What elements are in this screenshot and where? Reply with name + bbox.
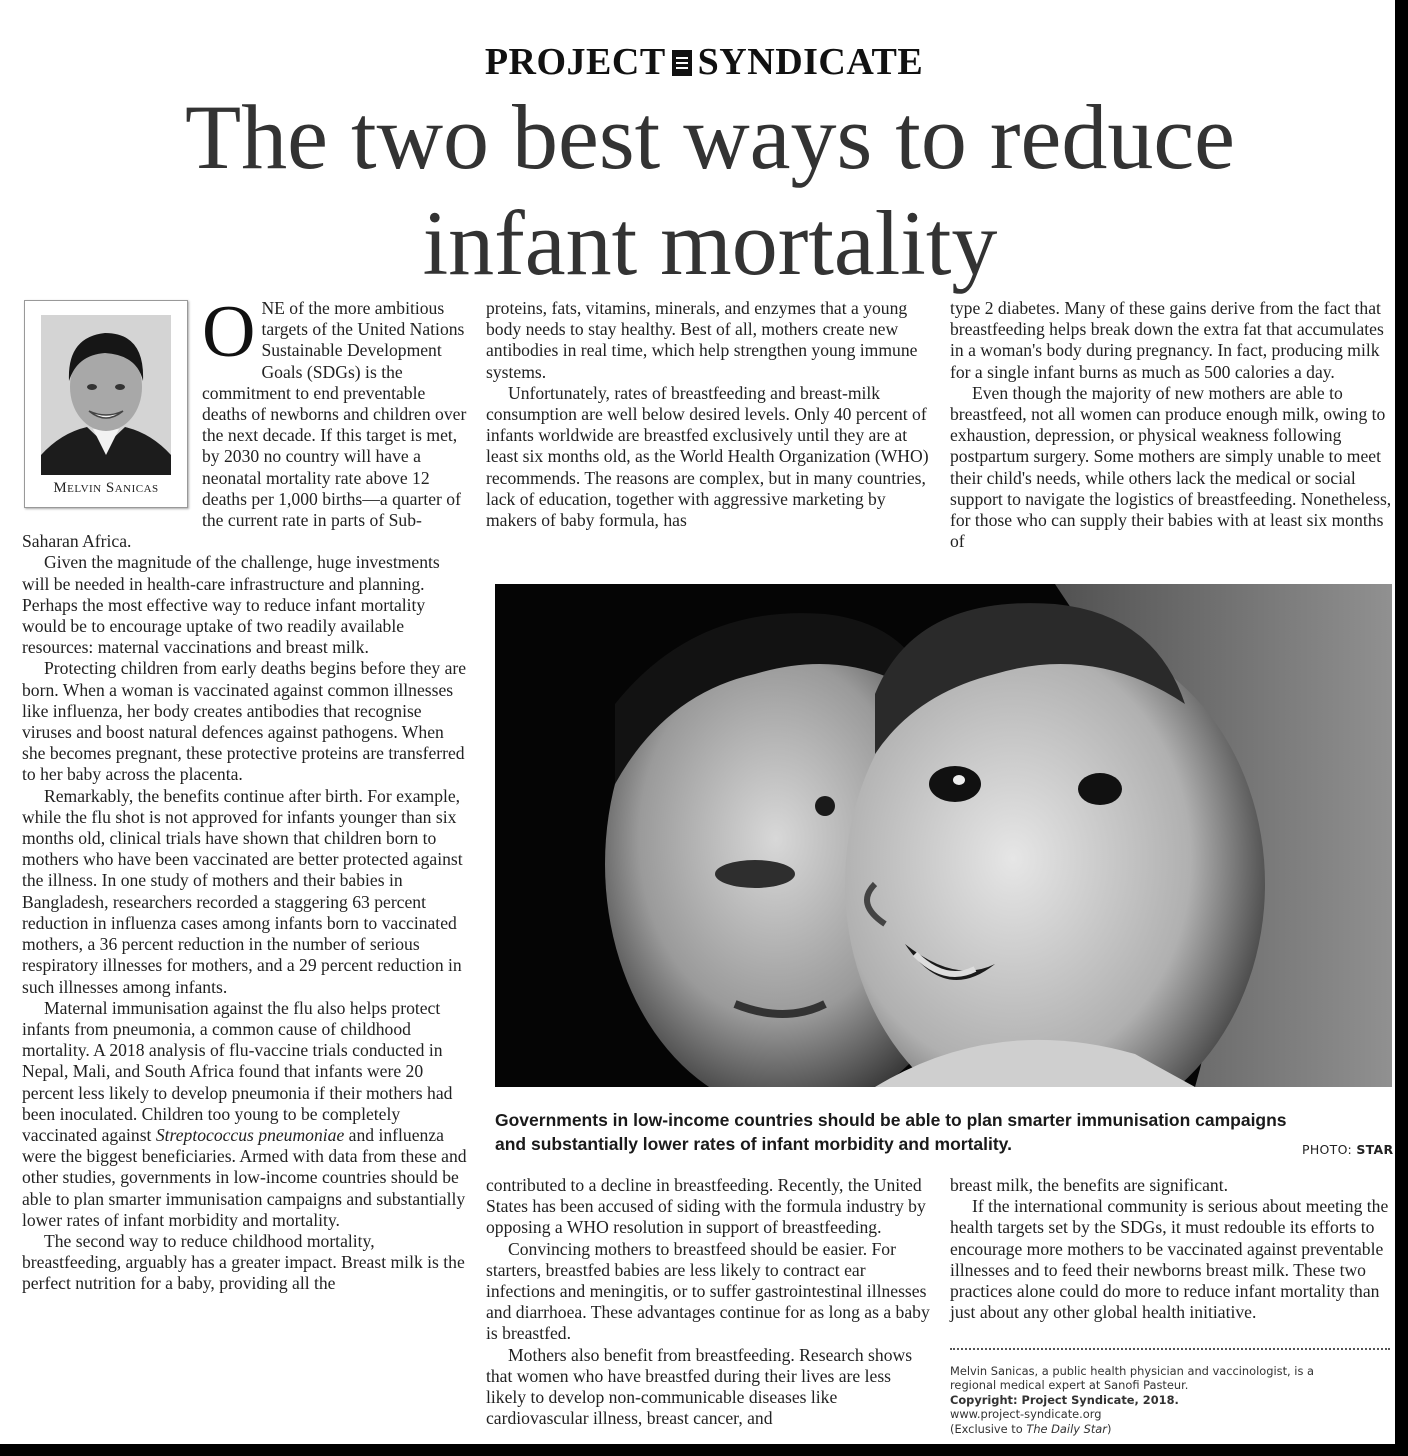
website-url: www.project-syndicate.org [950,1407,1102,1422]
paragraph-text: and influenza were the biggest beneficiaries. Armed with data from these and other studies, governments in low-income countries should be able to plan smarter immunisation campaigns and substantially lower rates of infant morbidity and mortality. [22,1124,467,1230]
article-column-2-continued [486,1175,931,1429]
author-name: Melvin Sanicas [53,479,159,496]
newspaper-name: The Daily Star [1026,1421,1107,1436]
article-column-3 [950,298,1392,552]
divider [950,1348,1390,1350]
bio-line: Melvin Sanicas, a public health physician and vaccinologist, is a [950,1364,1314,1378]
paragraph: Convincing mothers to breastfeed should be easier. For starters, breastfed babies are less likely to contract ear infections and meningitis, or to suffer gastrointestinal illnesses and diarrhoea. These advantages continue for as long as a baby is breastfed. [486,1238,930,1344]
paragraph: Given the magnitude of the challenge, huge investments will be needed in health-care infrastructure and planning. Perhaps the most effective way to reduce infant mortality would be to encourage uptake of two readily available resources: maternal vaccinations and breast milk. [22,552,440,658]
exclusive-note [950,1422,1390,1436]
paragraph: If the international community is serious about meeting the health targets set by the SDGs, it must redouble its efforts to encourage more mothers to be vaccinated against preventable illnesses and to feed their newborns breast milk. These two practices alone could do more to reduce infant mortality than just about any other global health initiative. [950,1196,1389,1323]
article-column-1 [22,291,468,1295]
page-edge-right [1395,0,1408,1456]
photo-credit [1302,1142,1393,1157]
paragraph: NE of the more ambitious targets of the United Nations Sustainable Development Goals (SDGs) is the commitment to end preventable deaths of newborns and children over the next decade. If this target is met, by 2030 no country will have a neonatal mortality rate above 12 deaths per 1,000 births—a quarter of the current rate in parts of Sub-Saharan Africa. [22,298,467,552]
paragraph: proteins, fats, vitamins, minerals, and enzymes that a young body needs to stay healthy. Best of all, mothers create new antibodies in real time, which help strengthen young immune systems. [486,298,918,382]
masthead-right: SYNDICATE [697,41,924,83]
paragraph: The second way to reduce childhood mortality, breastfeeding, arguably has a greater impact. Breast milk is the perfect nutrition for a baby, providing all the [22,1230,465,1294]
paragraph: type 2 diabetes. Many of these gains derive from the fact that breastfeeding helps break down the extra fat that accumulates in a woman's body during pregnancy. In fact, producing milk for a single infant burns as much as 500 calories a day. [950,298,1384,382]
author-portrait-icon [41,315,171,475]
author-box [24,300,188,508]
exclusive-suffix: ) [1106,1421,1112,1436]
paragraph: breast milk, the benefits are significant. [950,1175,1228,1195]
paragraph-text: Maternal immunisation against the flu also helps protect infants from pneumonia, a common cause of childhood mortality. A 2018 analysis of flu-vaccine trials conducted in Nepal, Mali, and South Africa found that infants were 20 percent less likely to develop pneumonia if their mothers had been inoculated. Children too young to be completely vaccinated against [22,997,453,1145]
masthead [0,40,1408,84]
paragraph: Remarkably, the benefits continue after birth. For example, while the flu shot is not approved for infants younger than six months old, clinical trials have shown that children born to mothers who have been vaccinated are better protected against the illness. In one study of mothers and their babies in Bangladesh, researchers recorded a staggering 63 percent reduction in influenza cases among infants born to vaccinated mothers, a 36 percent reduction in the number of serious respiratory illnesses for mothers, and a 29 percent reduction in such illnesses among infants. [22,785,463,997]
photo-credit-label: PHOTO: [1302,1142,1353,1157]
photo-credit-source: STAR [1356,1142,1394,1157]
author-bio [950,1364,1390,1436]
paragraph: contributed to a decline in breastfeeding. Recently, the United States has been accused of siding with the formula industry by opposing a WHO resolution in support of breastfeeding. [486,1175,926,1238]
exclusive-prefix: (Exclusive to [950,1421,1027,1436]
article-column-2 [486,298,931,531]
headline-line1: The two best ways to reduce [184,86,1235,188]
copyright: Copyright: Project Syndicate, 2018. [950,1392,1179,1407]
paragraph: Even though the majority of new mothers are able to breastfeed, not all women can produce enough milk, owing to exhaustion, depression, or physical weakness following postpartum surgery. Some mothers are simply unable to meet their child's needs, while others lack the medical or social support to navigate the logistics of breastfeeding. Nonetheless, for those who can supply their babies with at least six months of [950,382,1392,552]
mother-baby-photo-icon [495,584,1392,1087]
species-name: Streptococcus pneumoniae [155,1124,345,1145]
author-photo [41,315,171,475]
article-photo [495,584,1392,1087]
bio-line: regional medical expert at Sanofi Pasteur. [950,1378,1189,1393]
paragraph: Mothers also benefit from breastfeeding. Research shows that women who have breastfed during their lives are less likely to develop non-communicable diseases like cardiovascular illness, breast cancer, and [486,1344,913,1429]
syndicate-logo-icon [672,50,692,76]
paragraph: Unfortunately, rates of breastfeeding and breast-milk consumption are well below desired levels. Only 40 percent of infants worldwide are breastfed exclusively until they are at least six months old, as the World Health Organization (WHO) recommends. The reasons are complex, but in many countries, lack of education, together with aggressive marketing by makers of baby formula, has [486,382,929,531]
masthead-left: PROJECT [484,41,666,83]
headline-line2: infant mortality [422,192,998,294]
paragraph [22,998,468,1231]
article-column-3-continued [950,1175,1392,1323]
headline [40,84,1380,296]
page-edge-bottom [0,1444,1408,1456]
dropcap: O [202,291,256,373]
paragraph: Protecting children from early deaths begins before they are born. When a woman is vaccinated against common illnesses like influenza, her body creates antibodies that recognise viruses and boost natural defences against pathogens. When she becomes pregnant, these protective proteins are transferred to her baby across the placenta. [22,658,467,785]
photo-caption: Governments in low-income countries should be able to plan smarter immunisation campaigns and substantially lower rates of infant morbidity and mortality. [495,1110,1287,1154]
